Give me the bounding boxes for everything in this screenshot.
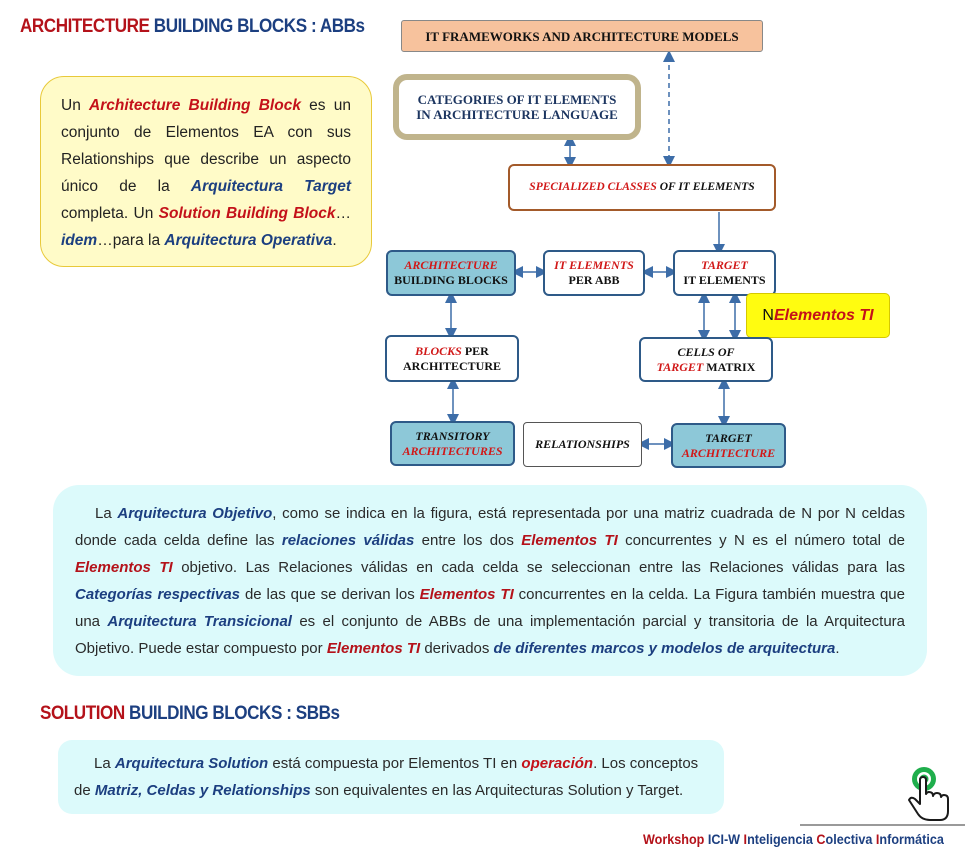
n-elementos-ti-badge: N Elementos TI — [746, 293, 890, 338]
node-transitory-architectures: TRANSITORY ARCHITECTURES — [390, 421, 515, 466]
node-cells-of-target-matrix: CELLS OF TARGET MATRIX — [639, 337, 773, 382]
sbb-section-title: SOLUTION BUILDING BLOCKS : SBBs — [40, 703, 340, 724]
node-blocks-per-architecture: BLOCKS PER ARCHITECTURE — [385, 335, 519, 382]
footer-divider — [800, 824, 965, 826]
solution-architecture-explanation: La Arquitectura Solution está compuesta por Elementos TI en operación. Los conceptos de Matriz, Celdas y Relationships son equivalentes en las Arquitecturas Solution y Target. — [58, 740, 724, 814]
target-architecture-explanation: La Arquitectura Objetivo, como se indica en la figura, está representada por una matriz cuadrada de N por N celdas donde cada celda define las relaciones válidas entre los dos Elementos TI concurrentes y N es el número total de Elementos TI objetivo. Las Relaciones válidas en cada celda se seleccionan entre las Relaciones válidas para las Categorías respectivas de las que se derivan los Elementos TI concurrentes en la celda. La Figura también muestra que una Arquitectura Transicional es el conjunto de ABBs de una implementación parcial y transitoria de la Arquitectura Objetivo. Puede estar compuesto por Elementos TI derivados de diferentes marcos y modelos de arquitectura. — [53, 485, 927, 676]
node-target-it-elements: TARGET IT ELEMENTS — [673, 250, 776, 296]
node-architecture-building-blocks: ARCHITECTURE BUILDING BLOCKS — [386, 250, 516, 296]
node-specialized-classes: SPECIALIZED CLASSES OF IT ELEMENTS — [508, 164, 776, 211]
node-categories: CATEGORIES OF IT ELEMENTS IN ARCHITECTURE LANGUAGE — [393, 74, 641, 140]
abb-definition-note: Un Architecture Building Block es un conjunto de Elementos EA con sus Relationships que describe un aspecto único de la Arquitectura Target completa. Un Solution Building Block…idem…para la Arquitectura Operativa. — [40, 76, 372, 267]
node-target-architecture: TARGET ARCHITECTURE — [671, 423, 786, 468]
node-it-frameworks: IT FRAMEWORKS AND ARCHITECTURE MODELS — [401, 20, 763, 52]
footer-branding: Workshop ICI-W Inteligencia Colectiva Informática — [643, 831, 944, 847]
abb-section-title: ARCHITECTURE BUILDING BLOCKS : ABBs — [20, 16, 365, 37]
pointer-hand-icon — [900, 766, 956, 824]
node-relationships: RELATIONSHIPS — [523, 422, 642, 467]
node-it-elements-per-abb: IT ELEMENTS PER ABB — [543, 250, 645, 296]
